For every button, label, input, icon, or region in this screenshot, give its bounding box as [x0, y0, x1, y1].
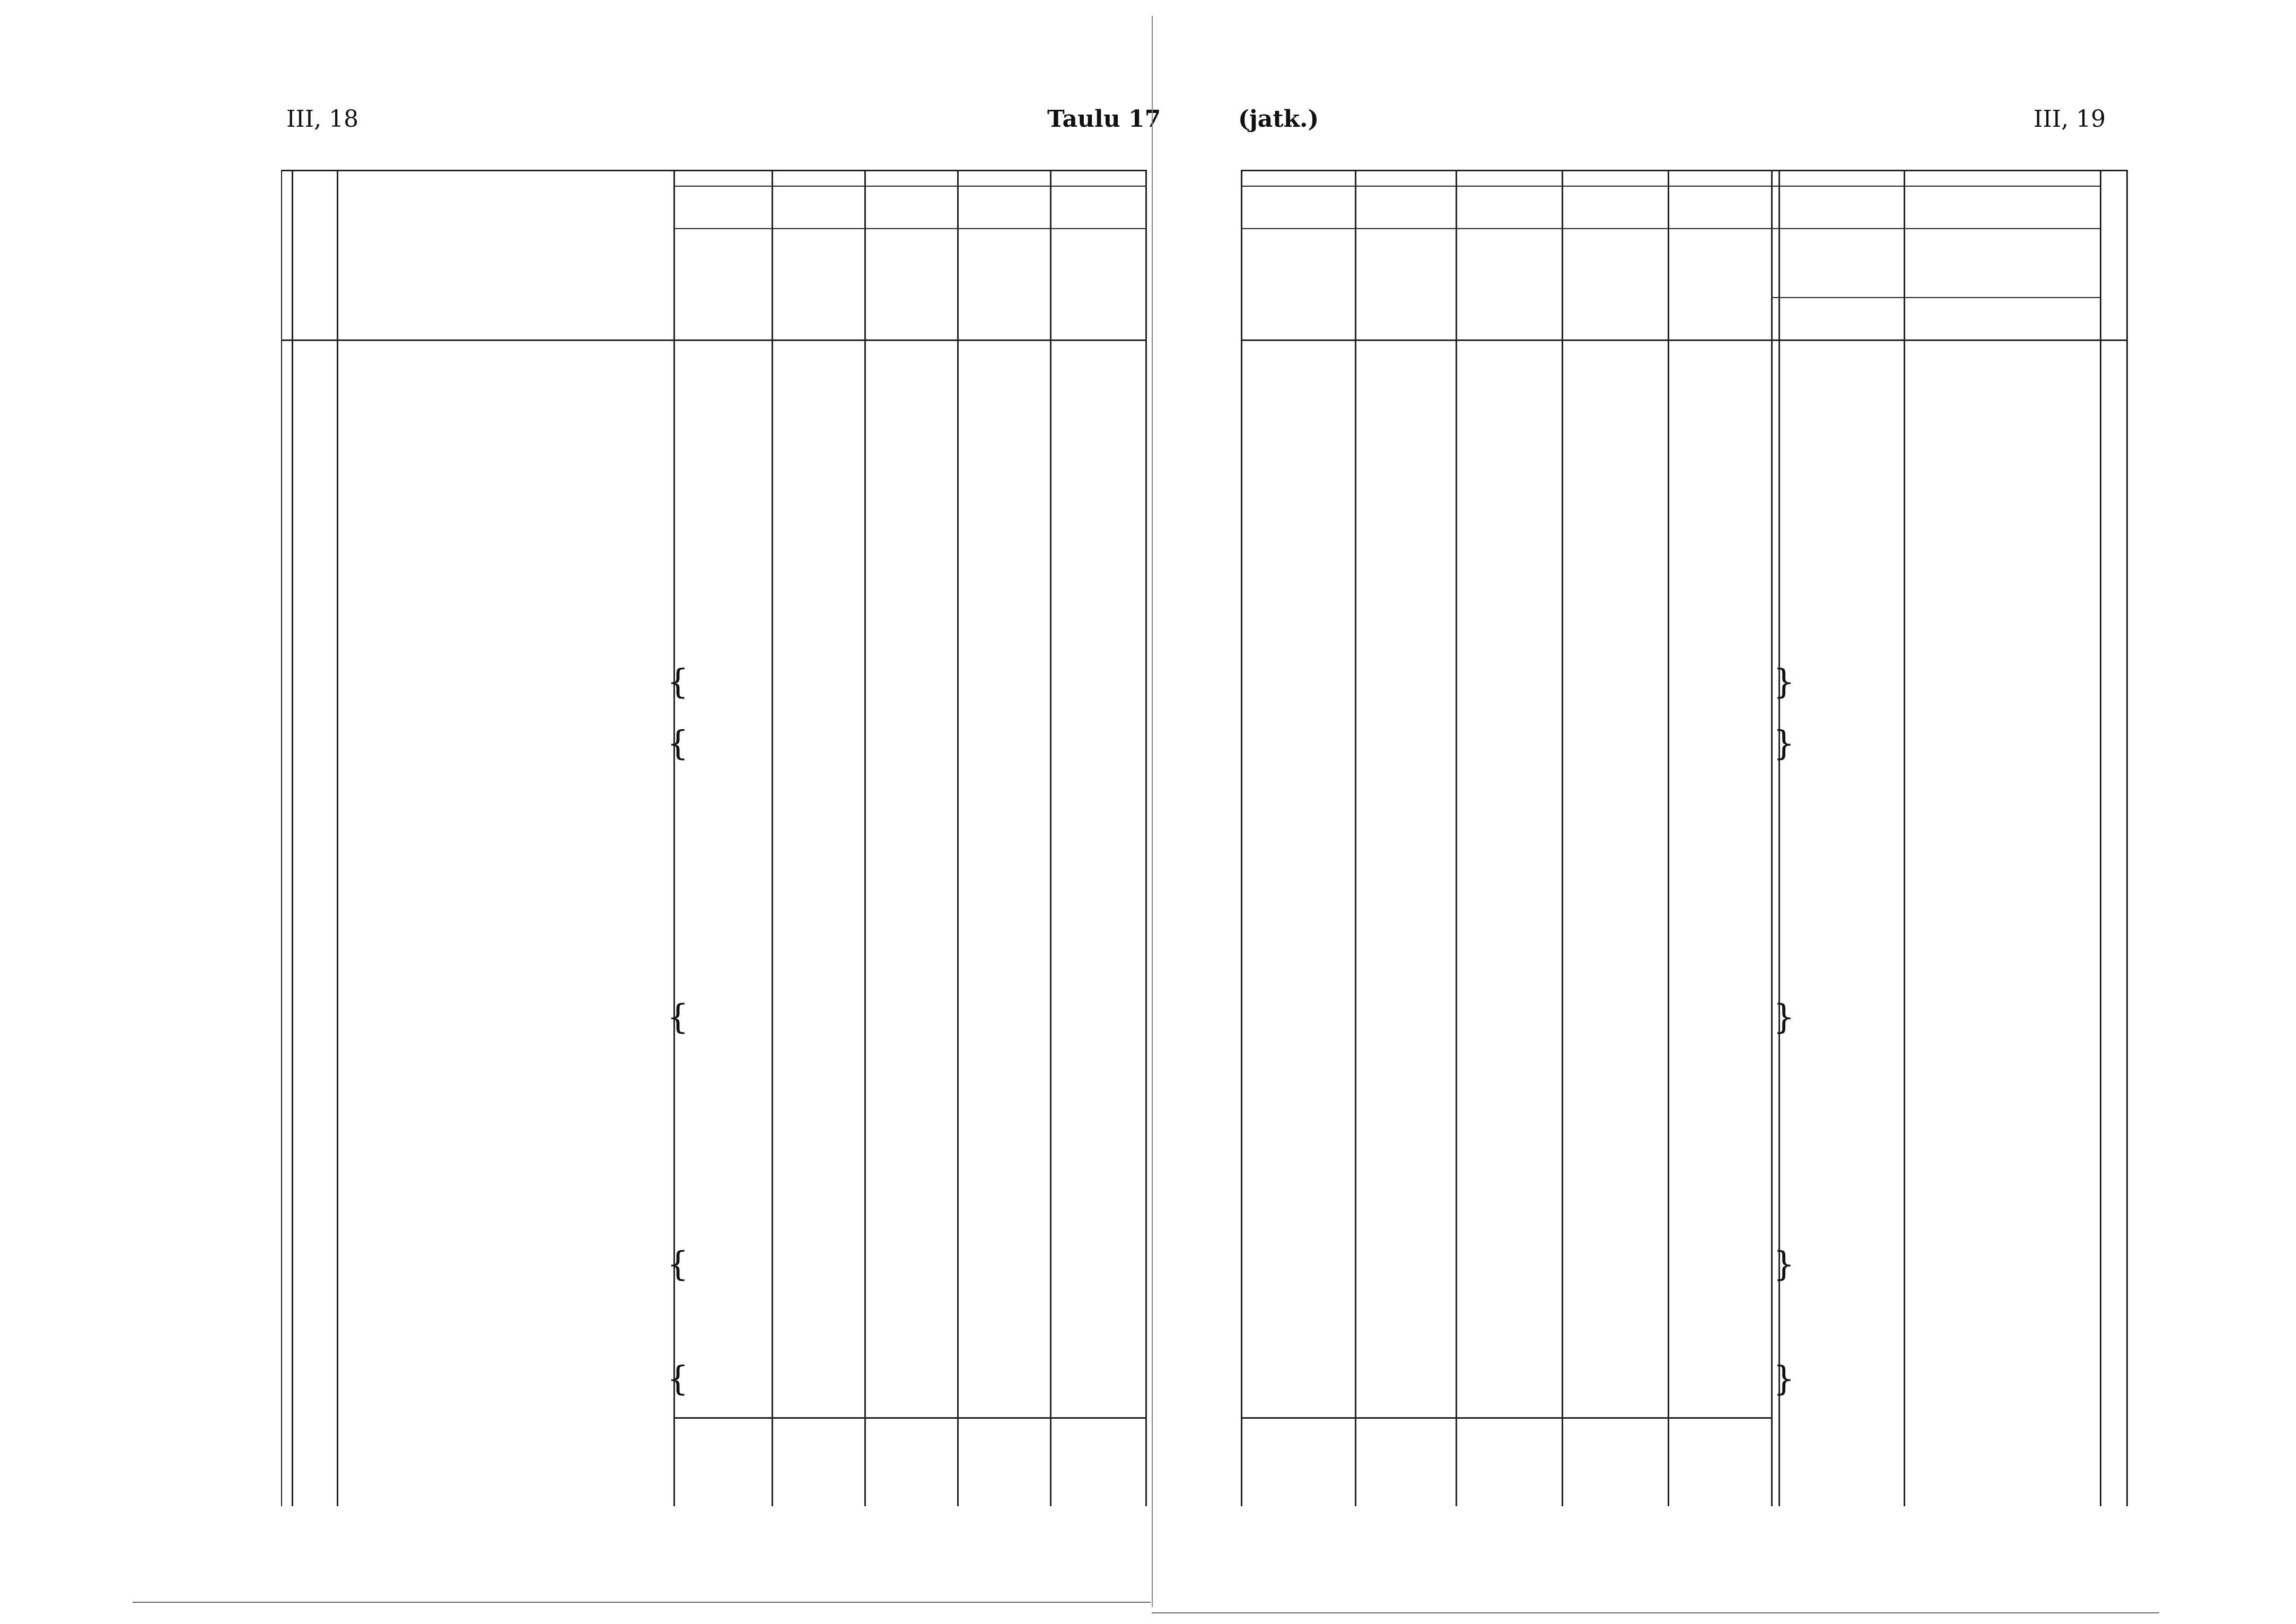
left-col-rule: [1050, 170, 1051, 1506]
page-gutter-line: [1152, 16, 1153, 1607]
colnum-rule-left: [673, 186, 1145, 187]
brace-right: }: [1773, 724, 1795, 763]
brace-right: }: [1773, 998, 1795, 1037]
right-col-rule: [1778, 170, 1780, 1506]
brace-right: }: [1773, 662, 1795, 702]
right-col-rule: [1355, 170, 1356, 1506]
right-col-rule: [1456, 170, 1457, 1506]
paljous-rule-left: [673, 228, 1145, 229]
brace-left: {: [667, 1245, 689, 1284]
right-col-rule: [1562, 170, 1563, 1506]
left-outer-rule: [281, 170, 282, 1506]
left-col-rule: [864, 170, 866, 1506]
right-col-rule: [2100, 170, 2101, 1506]
left-col-rule: [1145, 170, 1147, 1506]
colnum-rule-right: [1241, 186, 2100, 187]
left-col-rule: [772, 170, 773, 1506]
right-col-rule: [2126, 170, 2128, 1506]
right-col-rule: [1241, 170, 1242, 1506]
left-col-rule: [957, 170, 959, 1506]
sum-rule-left: [673, 1417, 1145, 1419]
header-bottom-rule-left: [281, 339, 1145, 341]
scan-edge-bottom-right: [1152, 1612, 2159, 1613]
table-title-continued: (jatk.): [1238, 106, 1319, 133]
brace-right: }: [1773, 1359, 1795, 1399]
page-ref-left: III, 18: [286, 106, 359, 133]
value-duty-rule: [1771, 228, 2100, 229]
brace-right: }: [1773, 1245, 1795, 1284]
table-top-rule-right: [1241, 170, 2126, 171]
brace-left: {: [667, 662, 689, 702]
left-col-rule: [292, 170, 293, 1506]
header-bottom-rule-right: [1241, 339, 2126, 341]
paljous-rule-right: [1241, 228, 1771, 229]
table-top-rule-left: [281, 170, 1145, 171]
brace-left: {: [667, 724, 689, 763]
brace-left: {: [667, 998, 689, 1037]
table-title: Taulu 17: [1047, 106, 1161, 133]
right-col-rule: [1904, 170, 1905, 1506]
right-col-rule: [1668, 170, 1669, 1506]
brace-left: {: [667, 1359, 689, 1399]
sum-rule-right: [1241, 1417, 1771, 1419]
scan-edge-bottom: [133, 1602, 1151, 1603]
right-col-rule: [1771, 170, 1773, 1506]
unit-rule: [1771, 297, 2100, 298]
left-col-rule: [337, 170, 338, 1506]
page-ref-right: III, 19: [2034, 106, 2106, 133]
left-col-rule: [673, 170, 675, 1506]
